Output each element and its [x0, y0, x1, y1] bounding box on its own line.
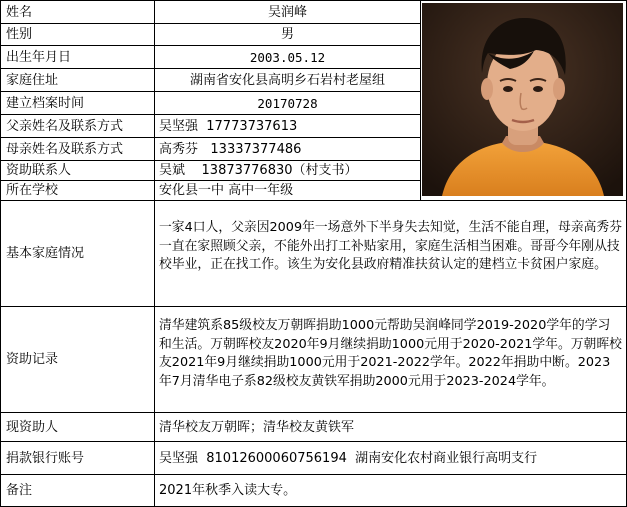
bank-label: 捐款银行账号	[6, 450, 85, 466]
bank-value: 吴坚强 81012600060756194 湖南安化农村商业银行高明支行	[159, 450, 538, 466]
student-portrait-image	[422, 3, 623, 196]
address-value: 湖南省安化县高明乡石岩村老屋组	[189, 72, 385, 88]
remark-label: 备注	[6, 483, 33, 498]
student-photo	[422, 3, 623, 196]
gender-value: 男	[280, 27, 294, 42]
school-label: 所在学校	[6, 183, 59, 198]
file-date-value: 20170728	[257, 95, 318, 111]
current-sponsor-value: 清华校友万朝晖；清华校友黄铁军	[159, 419, 355, 435]
gender-label: 性别	[6, 27, 33, 42]
family-label: 基本家庭情况	[6, 246, 85, 261]
grid-line	[420, 0, 421, 200]
family-text: 一家4口人，父亲因2009年一场意外下半身失去知觉，生活不能自理，母亲高秀芬一直在家照顾父亲，不能外出打工补贴家用，家庭生活相当困难。哥哥今年刚从技校毕业，正在找工作。该生为安化县政府精准扶贫认定的建档立卡贫困户家庭。	[159, 220, 623, 273]
address-label: 家庭住址	[6, 72, 59, 88]
mother-label: 母亲姓名及联系方式	[6, 141, 124, 157]
birth-value: 2003.05.12	[249, 49, 326, 65]
funding-text: 清华建筑系85级校友万朝晖捐助1000元帮助吴润峰同学2019-2020学年的学习和生活。万朝晖校友2020年9月继续捐助1000元用于2020-2021学年。万朝晖校友2021年9月继续捐助1000元用于2021-2022学年。2022年捐助中断。2023年7月清华电子系82级校友黄铁军捐助2000元用于2023-2024学年。	[159, 318, 622, 389]
mother-value: 高秀芬 13337377486	[159, 141, 302, 157]
school-value: 安化县一中 高中一年级	[159, 183, 294, 198]
remark-value: 2021年秋季入读大专。	[159, 483, 297, 498]
current-sponsor-label: 现资助人	[6, 419, 59, 435]
father-label: 父亲姓名及联系方式	[6, 118, 124, 134]
name-value: 吴润峰	[267, 4, 307, 20]
contact-value: 吴斌 13873776830（村支书）	[159, 163, 358, 178]
birth-label: 出生年月日	[6, 49, 72, 65]
name-label: 姓名	[6, 4, 33, 20]
father-value: 吴坚强 17773737613	[159, 118, 298, 134]
funding-label: 资助记录	[6, 352, 59, 367]
file-date-label: 建立档案时间	[6, 95, 85, 111]
contact-label: 资助联系人	[6, 163, 72, 178]
